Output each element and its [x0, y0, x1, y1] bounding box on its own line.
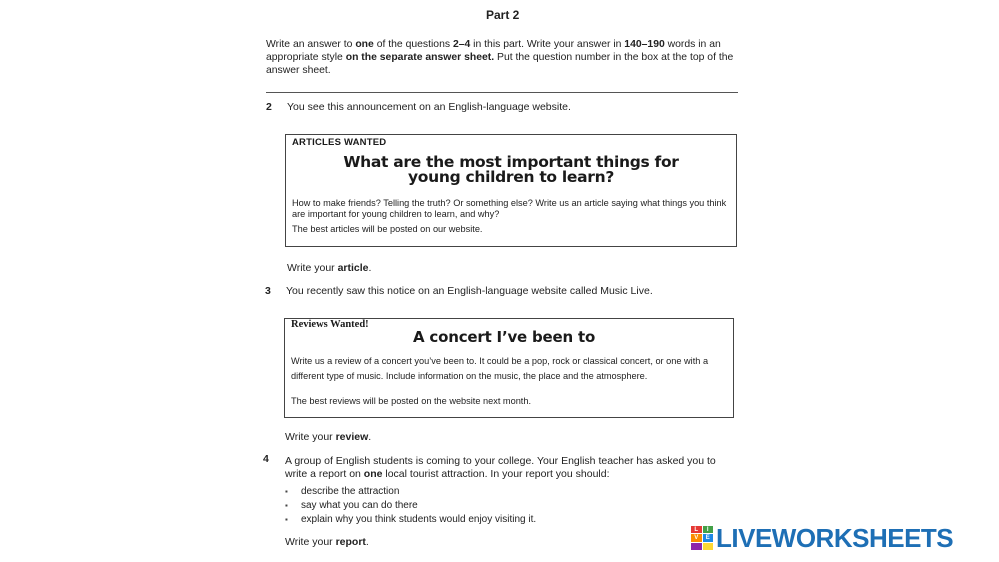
logo-cell: L: [691, 526, 702, 533]
question-4-write-line: [285, 536, 369, 548]
articles-wanted-body: How to make friends? Telling the truth? Or something else? Write us an article saying what things you think are important for young children to learn, and why?: [292, 198, 727, 219]
instr-bold-3: 140–190: [624, 39, 665, 50]
write-type: article: [337, 262, 369, 274]
logo-grid-icon: [691, 526, 713, 550]
question-4-bullets: [285, 485, 536, 528]
list-item: ▪ explain why you think students would enjoy visiting it.: [285, 513, 536, 527]
divider: [266, 92, 738, 93]
instr-text-2: of the questions: [373, 39, 453, 50]
part-title: Part 2: [486, 8, 520, 22]
articles-wanted-heading: [286, 155, 736, 185]
logo-cell: I: [703, 526, 714, 533]
question-2-prompt: You see this announcement on an English-language website.: [287, 101, 571, 113]
instr-bold-4: on the separate answer sheet.: [345, 51, 495, 63]
list-item: ▪ describe the attraction: [285, 485, 536, 499]
reviews-wanted-heading: A concert I’ve been to: [413, 328, 596, 346]
write-prefix: Write your: [285, 536, 336, 548]
instr-text-1: Write an answer to: [266, 39, 356, 50]
prompt-bold: one: [363, 468, 383, 480]
reviews-wanted-body: Write us a review of a concert you’ve been to. It could be a pop, rock or classical concert, or one with a different type of music. Include information on the music, the place and the atmosphere.: [291, 356, 709, 381]
reviews-wanted-box: [284, 318, 734, 418]
write-prefix: Write your: [285, 431, 336, 443]
write-type: report: [335, 536, 366, 548]
logo-cell: E: [703, 534, 714, 541]
question-2-number: 2: [266, 101, 272, 113]
logo-cell: [703, 543, 714, 550]
logo-cell: V: [691, 534, 702, 541]
instr-bold-2: 2–4: [452, 39, 471, 50]
question-4-prompt: [285, 455, 735, 481]
write-suffix: .: [368, 431, 372, 443]
list-item: ▪ say what you can do there: [285, 499, 536, 513]
prompt-text-a: A group of English students is coming to your college. Your English teacher has asked you to write a report on: [285, 455, 716, 480]
instr-text-5: Put the question number in the box at the top of the answer sheet.: [266, 51, 734, 76]
write-prefix: Write your: [287, 262, 338, 274]
instructions: [266, 39, 741, 77]
articles-wanted-box: [285, 134, 737, 247]
liveworksheets-logo: [691, 524, 953, 552]
question-2-write-line: [287, 262, 371, 274]
reviews-wanted-tag: Reviews Wanted!: [291, 319, 369, 330]
write-type: review: [335, 431, 369, 443]
question-3-prompt: You recently saw this notice on an English-language website called Music Live.: [286, 285, 653, 297]
write-suffix: .: [365, 536, 369, 548]
logo-cell: [691, 543, 702, 550]
instr-text-4: words in an appropriate style: [266, 39, 721, 63]
question-3-write-line: [285, 431, 371, 443]
instr-text-3: in this part. Write your answer in: [470, 39, 625, 50]
articles-wanted-footer: The best articles will be posted on our website.: [292, 224, 483, 234]
question-3-number: 3: [265, 285, 271, 297]
heading-line-1: What are the most important things for: [343, 153, 679, 171]
logo-text: LIVEWORKSHEETS: [716, 523, 954, 553]
reviews-wanted-footer: The best reviews will be posted on the website next month.: [291, 396, 532, 406]
question-4-number: 4: [263, 453, 269, 465]
write-suffix: .: [368, 262, 372, 274]
heading-line-2: young children to learn?: [407, 168, 615, 186]
articles-wanted-tag: ARTICLES WANTED: [292, 137, 387, 148]
prompt-text-b: local tourist attraction. In your report you should:: [382, 468, 610, 480]
instr-bold-1: one: [355, 39, 374, 50]
